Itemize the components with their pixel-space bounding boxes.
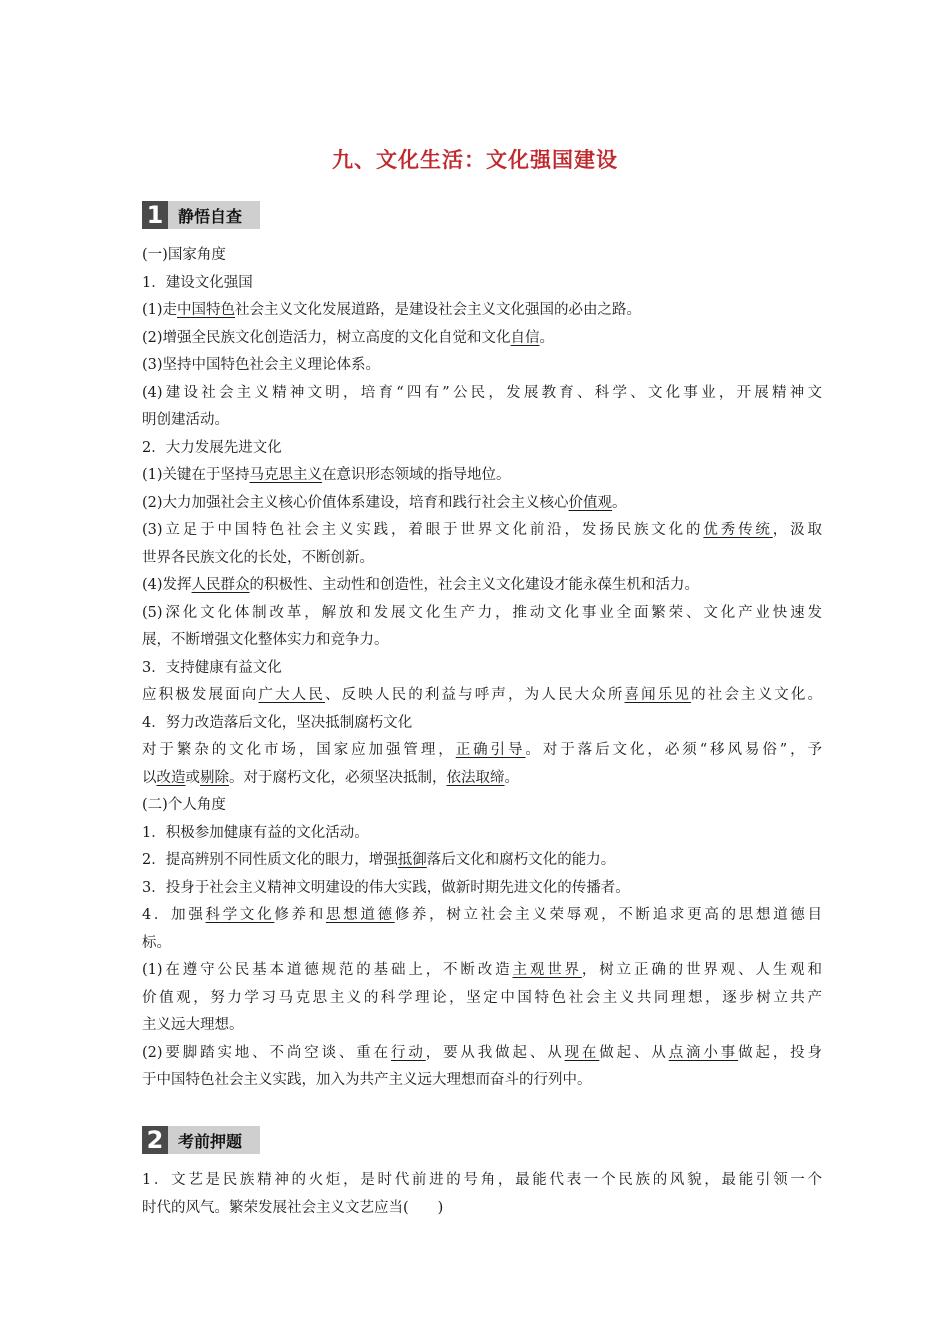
text-line (142, 490, 822, 518)
text-line (142, 655, 822, 683)
text-line (142, 765, 822, 793)
text-segment: 做起，投身 (738, 1044, 823, 1061)
text-line (142, 407, 822, 435)
section-number-badge: 2 (142, 1126, 168, 1154)
text-line (142, 380, 822, 408)
text-segment: 社会主义文化发展道路，是建设社会主义文化强国的必由之路。 (235, 302, 642, 318)
underlined-keyword: 现在 (564, 1044, 600, 1061)
text-segment: (1)关键在于坚持 (142, 467, 250, 483)
text-line (142, 600, 822, 628)
text-segment: 1．积极参加健康有益的文化活动。 (142, 824, 369, 841)
underlined-keyword: 自信 (510, 329, 540, 346)
underlined-keyword: 主观世界 (512, 962, 582, 978)
text-segment: 应积极发展面向 (142, 687, 259, 703)
section-title: 静悟自查 (178, 206, 243, 226)
underlined-keyword: 依法取缔 (446, 769, 505, 786)
text-line (142, 1067, 822, 1095)
section-title: 考前押题 (178, 1131, 243, 1151)
page-title: 九、文化生活：文化强国建设 (332, 148, 618, 172)
text-segment: 。对于落后文化，必须“移风易俗”，予 (525, 742, 823, 758)
text-segment: 3．投身于社会主义精神文明建设的伟大实践，做新时期先进文化的传播者。 (142, 879, 630, 896)
text-segment: 做起、从 (599, 1044, 669, 1061)
text-line (142, 682, 822, 710)
section-number-badge: 1 (142, 201, 168, 229)
text-segment: 4．加强 (142, 907, 206, 923)
exam-content (142, 1167, 822, 1222)
text-segment: 修养和 (274, 907, 326, 923)
text-segment: (4)发挥 (142, 577, 192, 593)
underlined-keyword: 剔除 (200, 769, 229, 786)
text-line (142, 242, 822, 270)
underlined-keyword: 马克思主义 (249, 467, 323, 483)
text-segment: 的积极性、主动性和创造性，社会主义文化建设才能永葆生机和活力。 (249, 577, 700, 593)
text-line (142, 737, 822, 765)
underlined-keyword: 科学文化 (205, 907, 275, 923)
text-segment: ，汲取 (772, 522, 823, 538)
text-segment: ，要从我做起、从 (425, 1044, 565, 1061)
text-line (142, 435, 822, 463)
underlined-keyword: 点滴小事 (668, 1044, 739, 1061)
text-line (142, 1195, 822, 1223)
text-segment: ，树立正确的世界观、人生观和 (581, 962, 823, 978)
underlined-keyword: 喜闻乐见 (624, 687, 692, 703)
text-segment: 。 (504, 769, 519, 786)
text-segment: (一)国家角度 (142, 247, 226, 263)
text-line (142, 462, 822, 490)
text-line (142, 517, 822, 545)
underlined-keyword: 人民群众 (191, 577, 250, 593)
text-segment: 。 (612, 494, 627, 511)
text-line (142, 875, 822, 903)
text-segment: 展，不断增强文化整体实力和竞争力。 (142, 632, 389, 648)
text-segment: 或 (185, 769, 200, 786)
text-line (142, 297, 822, 325)
underlined-keyword: 中国特色 (177, 302, 236, 318)
text-segment: (4)建设社会主义精神文明，培育“四有”公民，发展教育、科学、文化事业，开展精神文 (142, 384, 822, 401)
text-segment: 、反映人民的利益与呼声，为人民大众所 (325, 687, 625, 703)
text-segment: 1．文艺是民族精神的火炬，是时代前进的号角，最能代表一个民族的风貌，最能引领一个 (142, 1172, 822, 1188)
underlined-keyword: 正确引导 (455, 742, 526, 758)
review-content (142, 242, 822, 1095)
section-header-review (142, 201, 260, 229)
text-line (142, 710, 822, 738)
text-segment: 以 (142, 769, 157, 786)
underlined-keyword: 行动 (391, 1044, 426, 1061)
text-segment: 对于繁杂的文化市场，国家应加强管理， (142, 742, 456, 758)
text-segment: (3)坚持中国特色社会主义理论体系。 (142, 357, 381, 373)
text-segment: (2)增强全民族文化创造活力，树立高度的文化自觉和文化 (142, 329, 511, 346)
text-segment: 的社会主义文化。 (691, 687, 823, 703)
text-segment: 2．提高辨别不同性质文化的眼力，增强 (142, 852, 398, 868)
text-line (142, 930, 822, 958)
text-segment: (1)走 (142, 302, 178, 318)
text-segment: 世界各民族文化的长处，不断创新。 (142, 549, 374, 566)
text-segment: 落后文化和腐朽文化的能力。 (426, 852, 616, 868)
text-line (142, 820, 822, 848)
underlined-keyword: 价值观 (568, 494, 613, 511)
text-segment: 4．努力改造落后文化，坚决抵制腐朽文化 (142, 714, 413, 731)
underlined-keyword: 优秀传统 (703, 522, 773, 538)
text-segment: 明创建活动。 (142, 412, 229, 428)
text-line (142, 1040, 822, 1068)
text-line (142, 985, 822, 1013)
text-line (142, 1167, 822, 1195)
underlined-keyword: 广大人民 (258, 687, 326, 703)
text-segment: (二)个人角度 (142, 797, 226, 813)
underlined-keyword: 抵御 (397, 852, 427, 868)
text-line (142, 572, 822, 600)
text-segment: 2．大力发展先进文化 (142, 439, 282, 456)
text-line (142, 902, 822, 930)
text-line (142, 1012, 822, 1040)
text-segment: 主义远大理想。 (142, 1017, 244, 1033)
text-line (142, 270, 822, 298)
underlined-keyword: 思想道德 (325, 907, 395, 923)
text-line (142, 325, 822, 353)
text-line (142, 792, 822, 820)
section-header-exam (142, 1126, 260, 1154)
text-segment: 价值观，努力学习马克思主义的科学理论，坚定中国特色社会主义共同理想，逐步树立共产 (142, 989, 822, 1006)
text-segment: 修养，树立社会主义荣辱观，不断追求更高的思想道德目 (394, 907, 823, 923)
text-line (142, 352, 822, 380)
text-segment: (3)立足于中国特色社会主义实践，着眼于世界文化前沿，发扬民族文化的 (142, 522, 704, 538)
text-segment: 1．建设文化强国 (142, 274, 253, 291)
text-segment: 3．支持健康有益文化 (142, 659, 282, 676)
text-line (142, 847, 822, 875)
text-line (142, 627, 822, 655)
text-segment: 在意识形态领域的指导地位。 (322, 467, 511, 483)
text-segment: 于中国特色社会主义实践，加入为共产主义远大理想而奋斗的行列中。 (142, 1072, 592, 1088)
text-segment: 时代的风气。繁荣发展社会主义文艺应当( ) (142, 1199, 444, 1216)
text-line (142, 545, 822, 573)
text-line (142, 957, 822, 985)
text-segment: (2)大力加强社会主义核心价值体系建设，培育和践行社会主义核心 (142, 494, 569, 511)
text-segment: 标。 (142, 934, 171, 951)
text-segment: 。对于腐朽文化，必须坚决抵制， (229, 769, 447, 786)
text-segment: (5)深化文化体制改革，解放和发展文化生产力，推动文化事业全面繁荣、文化产业快速发 (142, 604, 822, 621)
text-segment: (1)在遵守公民基本道德规范的基础上，不断改造 (142, 962, 513, 978)
text-segment: 。 (539, 329, 555, 346)
underlined-keyword: 改造 (156, 769, 186, 786)
text-segment: (2)要脚踏实地、不尚空谈、重在 (142, 1044, 391, 1061)
